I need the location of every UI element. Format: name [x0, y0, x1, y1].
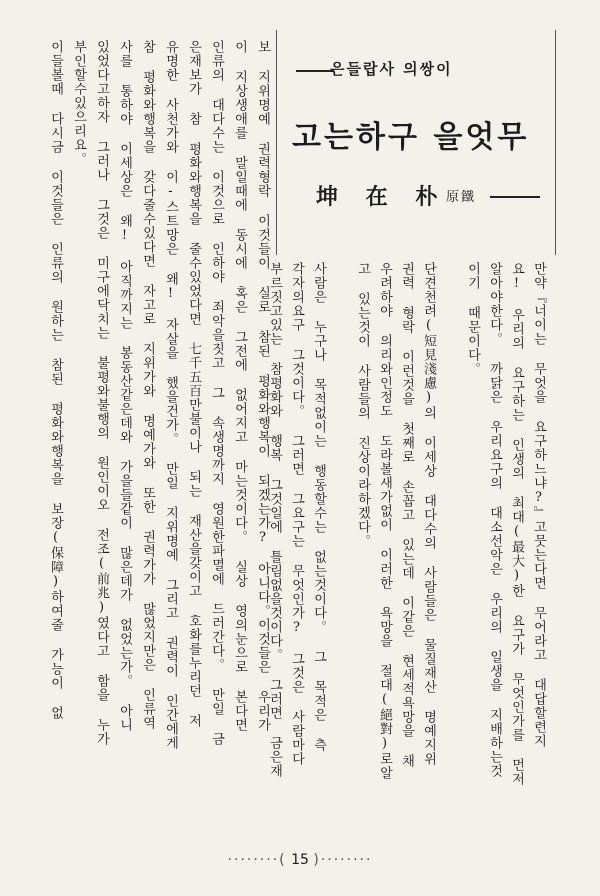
footer-dots-left: ········( — [227, 852, 287, 868]
kicker-rule — [296, 70, 334, 72]
text-column: 이 지상생애를 말일때에 동시에 혹은 그전에 없어지고 마는것이다。 실상 영의눈으로 본다면 — [232, 40, 247, 732]
author-role: 原鐵 — [446, 190, 477, 205]
text-column: 사를 통하야 이세상은 왜! 아직까지는 봉동산같은데와 가을들같이 많은데가 없었는가。 아니 — [117, 40, 132, 732]
text-column: 유명한 사천가와 이-스트망은 왜! 자살을 했을건가。 만일 지위명예 그리고 권력이 인간에게 — [163, 40, 178, 750]
text-column: 이기 때문이다。 — [465, 262, 480, 376]
text-column: 권력 형락 이런것을 첫째로 손꼽고 있는데 이같은 현세적욕망을 채 — [399, 262, 414, 768]
text-column: 있었다고하자 그러나 그것은 미구에닥치는 불평와불행의 원인이오 전조(前兆)였다고 함을 누가 — [94, 40, 109, 746]
text-column: 보 지위명예 권력형락 이것들이 실로 참된 평화와행복이 되겠는가? 아니다。이것들은 우리가 — [255, 40, 270, 732]
text-column: 요! 우리의 요구하는 인생의 최대(最大)한 요구가 무엇인가를 먼저 — [509, 262, 524, 786]
text-column: 사람은 누구나 목적없이는 행동할수는 없는것이다。 그 목적은 측 — [311, 262, 326, 752]
article-title: 고는하구 을엇무 — [292, 120, 530, 155]
text-column: 부르짓고있는 참평화와 행복 그것일에 틀림없을것이다。 그러면 금은재 — [267, 262, 282, 778]
text-column: 단견천려(短見淺慮)의 이세상 대다수의 사람들은 물질재산 명예지위 — [421, 262, 436, 766]
text-column: 이들볼때 다시금 이것들은 인류의 원하는 참된 평화와행복을 보장(保障)하여줄 가능이 없 — [48, 40, 63, 720]
title-divider-left — [276, 30, 277, 255]
article-kicker: 은들랍사 의쌍이 — [330, 60, 453, 78]
page-footer — [0, 852, 600, 868]
author-rule — [490, 196, 540, 198]
text-column: 만약『너이는 무엇을 요구하느냐?』고뭇는다면 무어라고 대답할련지 — [531, 262, 546, 748]
article-author: 坤 在 朴 — [316, 184, 448, 210]
text-column: 알아야한다。 까닭은 우리요구의 대소선악은 우리의 일생을 지배하는것 — [487, 262, 502, 778]
text-column: 부인할수있으리요。 — [71, 40, 86, 166]
title-divider-right — [555, 30, 556, 255]
text-column: 우려하야 의리와인정도 도라볼새가없이 이러한 욕망을 절대(絕對)로알 — [377, 262, 392, 780]
page-number: 15 — [291, 852, 309, 868]
text-column: 고 있는것이 사람들의 진상이라하겠다。 — [355, 262, 370, 548]
footer-dots-right: )········ — [313, 852, 373, 868]
text-column: 참 평화와행복을 갖다줄수있다면 자고로 지위가와 명예가와 또한 권력가가 많었지만은 인류역 — [140, 40, 155, 730]
text-column: 인류의 대다수는 이것으로 인하야 죄악을짓고 그 속생명까지 영원한파멸에 드러간다。 만일 금 — [209, 40, 224, 746]
text-column: 각자의요구 그것이다。 그러면 그요구는 무엇인가? 그것은 사람마다 — [289, 262, 304, 766]
text-column: 은재보가 참 평화와행복을 줄수있었다면 七千五百만불이나 되는 재산을갖이고 호화를누리던 저 — [186, 40, 201, 728]
